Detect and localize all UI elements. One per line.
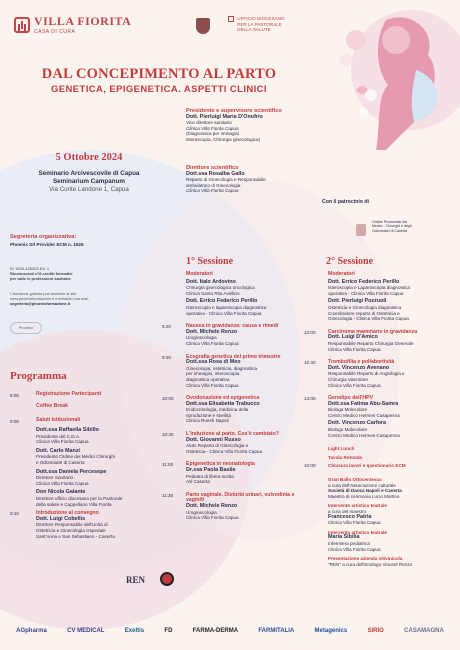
time-label: 12:00 [304, 329, 316, 335]
talk-title: Genotipo dell'HPV [328, 395, 374, 402]
director-role: Reparto di Ginecologia e Responsabile [186, 177, 266, 183]
speaker-role: Presidente del C.D.A. [36, 433, 81, 439]
segreteria-label: Segreteria organizzativa: [10, 234, 77, 240]
moderator-name: Dott. Italo Ardovino [186, 278, 236, 285]
president-name: Dott. Pierluigi Maria D'Onofrio [186, 113, 263, 120]
villa-fiorita-logo [14, 14, 131, 35]
speaker-name: Dott. Carlo Manzi [36, 447, 81, 454]
event-title: DAL CONCEPIMENTO AL PARTO [41, 66, 277, 82]
sponsor-logo: SIRIO [367, 628, 384, 634]
speaker-role: Direttore Sanitario [36, 475, 74, 481]
venue-line: Seminario Arcivescovile di Capua [38, 170, 140, 177]
art-line: a cura del maestro [328, 509, 367, 514]
time-label: 9:10 [10, 511, 19, 517]
ufficio-line: PER LA PASTORALE [237, 21, 282, 27]
logo-subtitle: CASA DI CURA [34, 29, 76, 35]
schedule-item: Registrazione Partecipanti [36, 391, 102, 397]
ecm-line: ID 1626-425325 Ed. 1 [10, 266, 50, 271]
speaker-role: Ostetricia e Ginecologia Ospedale [36, 527, 106, 533]
speaker-name: Dott. Luigi Cobellis [36, 515, 86, 522]
talk [162, 396, 310, 424]
speaker-name: Dott. Michele Renzo [186, 328, 238, 335]
speaker [36, 449, 180, 466]
president-role: (Diagnostica per immagini [186, 131, 240, 137]
talk [162, 432, 310, 454]
speaker-name: Dott. Michele Renzo [186, 503, 238, 509]
speaker-role: Clinica Villa Fiorita Capua [186, 382, 239, 388]
time-label: 9:30 [162, 354, 171, 360]
sponsor-logo: FARMITALIA [258, 628, 295, 634]
gala-line: Maestro di cerimonia Lucio Martino [328, 493, 400, 499]
president-role: Vice direttore sanitario [186, 120, 232, 126]
speaker-name: Dott. Vincenzo Carfora [328, 420, 387, 427]
director-role: ambulatorio di Ginecologia [186, 182, 241, 188]
venue-line: Seminarium Campanum [52, 178, 126, 185]
talk [162, 493, 310, 521]
moderator-role: Ostetricia e Ginecologia diagnostica [328, 304, 402, 310]
schedule-item: Light Lunch [328, 446, 355, 452]
intro-block [10, 511, 180, 539]
speaker-role: Pediatra di libera scelta [186, 473, 234, 479]
director-block [186, 166, 326, 194]
talk [304, 396, 454, 438]
wine-line: "REN" a cura dell'Enologo Vincent Renzo [328, 561, 413, 567]
ren-logo: REN [126, 575, 146, 585]
director-role: Clinica Villa Fiorita Capua [186, 188, 239, 194]
event-subtitle: GENETICA, EPIGENETICA. ASPETTI CLINICI [51, 84, 267, 95]
moderator-name: Dott. Errico Federico Perillo [328, 278, 400, 285]
speaker-role: Clinica Villa Fiorita Capua [36, 480, 89, 486]
moderator-role: Isteroscopia e Laparoscopia diagnostica [328, 285, 410, 291]
intro-label: Introduzione al convegno [36, 510, 99, 517]
session-1-title: 1° Sessione [186, 256, 234, 267]
sponsor-logo: FARMA-DERMA [192, 628, 239, 634]
schedule-item: Saluti Istituzionali [36, 417, 81, 423]
event-date: 5 Ottobre 2024 [55, 152, 123, 163]
speaker-role: Direttore ufficio diocesano per la Pastorale [36, 495, 123, 501]
patrocinio-label: Con il patrocinio di [322, 199, 369, 205]
talk-title: Ecografia genetica del primo trimestre [186, 353, 281, 360]
programma-title: Programma [10, 370, 67, 382]
talk-title: Trombofilia e poliabortività [328, 359, 395, 366]
talk-title: Parto vaginale. Disturbi urinari, vulvodinia e vaginiti [186, 491, 295, 504]
ordine-medici-crest-icon [356, 224, 366, 236]
session-2-title: 2° Sessione [326, 256, 374, 267]
gala-line: Società di Danza Napoli e Caserta [328, 488, 402, 494]
president-heading: Presidente e supervisore scientifico [186, 108, 282, 114]
time-label: 11:30 [162, 492, 174, 498]
talk-title: Ovodonazione ed epigenetica [186, 395, 260, 402]
speaker-role: Aiuto Reparto di Ginecologia e [186, 443, 249, 449]
talk [162, 462, 310, 484]
sponsor-logo: CV MEDICAL [67, 628, 105, 634]
logo-name: VILLA FIORITA [34, 14, 132, 28]
time-label: 10:30 [162, 432, 174, 438]
patrocinio-org-line: Ordine Provinciale dei [372, 220, 408, 224]
patrocinio-block [322, 199, 442, 233]
speaker [36, 428, 180, 445]
speaker-role: Endocrinologia, medicina della [186, 407, 249, 413]
schedule-item: Chiusura lavori e questionario ECM [328, 463, 406, 469]
speaker-role: Clinica Villa Fiorita Capua [328, 346, 381, 352]
art-role: Infermiera pediatrica [328, 540, 370, 546]
talk-title: Carcinoma mammario in gravidanza [328, 328, 418, 335]
speaker-role: Clinica Ruesh Napoli [186, 418, 229, 424]
ufficio-line: DELLA SALUTE [237, 27, 271, 33]
moderator-role: operativa - Clinica Villa Fiorita Capua [186, 310, 262, 316]
moderator-role: Chirurgia ginecologica oncologica [186, 285, 255, 291]
art-name: Maria Sibilia [328, 534, 360, 541]
talk [304, 330, 454, 352]
speaker-role: Direttore Responsabile dell'Unità di [36, 522, 108, 528]
speaker-role: della salute e Cappellano Villa Fiorita [36, 501, 112, 507]
event-venue [4, 170, 174, 186]
speaker-role: per immagini, isteroscopia [186, 371, 240, 377]
sponsor-bar [0, 612, 460, 650]
sponsor-logo: FD [164, 628, 173, 634]
talk-title: L'induzione al parto. Cos'è cambiato? [186, 431, 279, 438]
speaker-role: Centro Medico Hermes Casapesna [328, 412, 400, 418]
moderator-name: Dott. Pierluigi Pozzuoli [328, 298, 387, 305]
sponsor-logo: CASAMAGNA [404, 628, 444, 634]
gala-block [328, 477, 454, 567]
gala-title: Gran Ballo Ottocentesco [328, 477, 382, 483]
art-title: Intervento artistico teatrale [328, 529, 387, 535]
speaker-role: Biologo Molecolare [328, 427, 368, 433]
director-name: Dott.ssa Rosalba Gallo [186, 170, 245, 177]
speaker-role: Responsabile Reparto Chirurgia Generale [328, 340, 414, 346]
sponsor-logo: AGpharma [16, 628, 47, 634]
talk [162, 355, 310, 389]
wine-seal-icon [160, 572, 174, 586]
ecm-line: Riconosciuti n°8 crediti formativi [10, 271, 73, 276]
art-role: Clinica Villa Fiorita Capua [328, 546, 381, 552]
diocese-crest-icon [196, 18, 210, 34]
event-address: Via Conte Landone 1, Capua [49, 186, 129, 193]
time-label: 11:00 [162, 462, 174, 468]
speaker-role: e Odontoiatri di Caserta [36, 459, 85, 465]
speaker-role: Ostetricia - Clinica Villa Fiorita Capua [186, 448, 262, 454]
speaker-name: Dott.ssa Daniela Percesepe [36, 468, 107, 475]
art-role: Clinica Villa Fiorita Capua [328, 520, 381, 526]
registration-info [10, 292, 130, 306]
ecm-info [10, 266, 130, 281]
moderator-role: Isteroscopia e laparoscopia diagnostica [186, 304, 267, 310]
time-label: 9:00 [10, 419, 19, 424]
time-label: 10:00 [162, 396, 174, 402]
patrocinio-org-line: Medici - Chirurghi e degli [372, 224, 412, 229]
moderators-label: Moderatori [186, 271, 213, 277]
speaker-role: Clinica Villa Fiorita Capua [328, 382, 381, 388]
speaker [36, 490, 180, 507]
time-label: 8:00 [10, 393, 19, 398]
speaker-role: diagnostica operativa [186, 376, 230, 382]
speaker-role: Presidente Ordine dei Medici Chirurghi [36, 454, 115, 460]
art-title: Intervento artistico teatrale [328, 503, 387, 509]
time-label: 9:20 [162, 324, 171, 330]
speaker-name: Dott. Luigi D'Amico [328, 334, 378, 341]
speaker-name: Dr.ssa Paola Basile [186, 467, 236, 474]
schedule-item: Tavola Rotonda [328, 454, 363, 460]
speaker-name: Dott. Vincenzo Avenano [328, 364, 390, 371]
speaker-role: Ginecologia, ostetricia, diagnostica [186, 365, 257, 371]
time-label: 12:30 [304, 360, 316, 366]
speaker-role: Clinica Villa Fiorita Capua [186, 340, 239, 346]
speaker-role: Sant'Anna e San Sebastiano - Caserta [36, 533, 115, 539]
speaker-role: Centro Medico Hermes Casapesna [328, 432, 400, 438]
moderator-role: Ginecologia - Clinica Villa Fiorita Capua [328, 316, 409, 322]
gala-line: a cura dell'Associazione culturale [328, 482, 396, 488]
ecm-line: per tutte le professioni sanitarie [10, 276, 71, 281]
wine-title: Presentazione azienda vitivinicola [328, 556, 403, 562]
registration-line: www.phoenixformazione.it o inviando una mail: [10, 296, 89, 301]
speaker-role: Clinica Villa Fiorita Capua [36, 439, 89, 445]
speaker-role: Responsabile Reparto di Angiologia e [328, 371, 405, 377]
speaker-name: Don Nicola Galante [36, 489, 86, 496]
talk-title: Epigenetica in neonatologia [186, 461, 255, 468]
speaker-role: Asl Caserta [186, 479, 210, 485]
sponsor-logo: Exeltis [124, 628, 145, 634]
speaker-role: Uroginecologia [186, 509, 217, 515]
moderator-name: Dott. Errico Federico Perillo [186, 298, 258, 305]
speaker-name: Dott.ssa Fatima Abu-Samra [328, 400, 399, 407]
time-label: 16:00 [304, 463, 316, 469]
moderators-label: Moderatori [328, 271, 355, 277]
speaker-name: Dott.ssa Raffaella Sibillo [36, 427, 99, 433]
sponsor-logo: Metagenics [314, 628, 348, 634]
time-label: 13:00 [304, 396, 316, 402]
president-block [186, 108, 326, 143]
director-heading: Direttore scientifico [186, 165, 239, 171]
speaker-role: Biologa Molecolare [328, 407, 368, 413]
speaker-name: Dott.ssa Elisabetta Trabucco [186, 400, 260, 407]
moderator-role: operativa - Clinica Villa Fiorita Capua [328, 290, 404, 296]
speaker-role: riproduzione e sterilità [186, 412, 231, 418]
talk-title: Nausea in gravidanza: causa e rimedi [186, 323, 279, 330]
talk [162, 324, 310, 346]
patrocinio-org-line: Odontoiatri di Caserta [372, 228, 407, 233]
registration-email[interactable]: segreteria@phoenixformazione.it [10, 301, 71, 306]
schedule-item: Coffee Break [36, 403, 69, 409]
phoenix-logo: Phoenix [10, 322, 42, 334]
president-role: Clinica Villa Fiorita Capua [186, 125, 239, 131]
closing-block [304, 446, 454, 469]
ufficio-line: UFFICIO DIOCESANO [237, 16, 285, 21]
pregnant-woman-illustration [316, 0, 460, 150]
programma-block [10, 392, 180, 539]
moderator-role: Coordinatore reparto di Ostetricia e [328, 310, 400, 316]
villa-fiorita-mark-icon [14, 17, 30, 33]
ufficio-mark-icon [228, 16, 234, 22]
speaker-name: Dott.ssa Rosa di Meo [186, 359, 241, 366]
talk [304, 360, 454, 388]
provider-text: Phoenix Srl Provider ECM n. 1626 [10, 242, 84, 247]
speaker-role: Chirurgia Vascolare [328, 376, 368, 382]
speaker [36, 470, 180, 487]
ufficio-diocesano-logo [228, 16, 285, 33]
speaker-role: Uroginecologia [186, 335, 217, 341]
art-name: Francesco Patria [328, 513, 372, 520]
moderator-role: Clinica Santa Rita Avellino [186, 290, 240, 296]
speaker-role: Clinica Villa Fiorita Capua [186, 515, 239, 521]
session-1-block [162, 272, 310, 521]
session-2-block [304, 272, 454, 567]
president-role: isteroscopia, Chirurgia ginecologica) [186, 136, 261, 142]
speaker-name: Dott. Giovanni Russo [186, 436, 241, 443]
registration-line: L'iscrizione gratuita può avvenire al sito [10, 292, 77, 296]
